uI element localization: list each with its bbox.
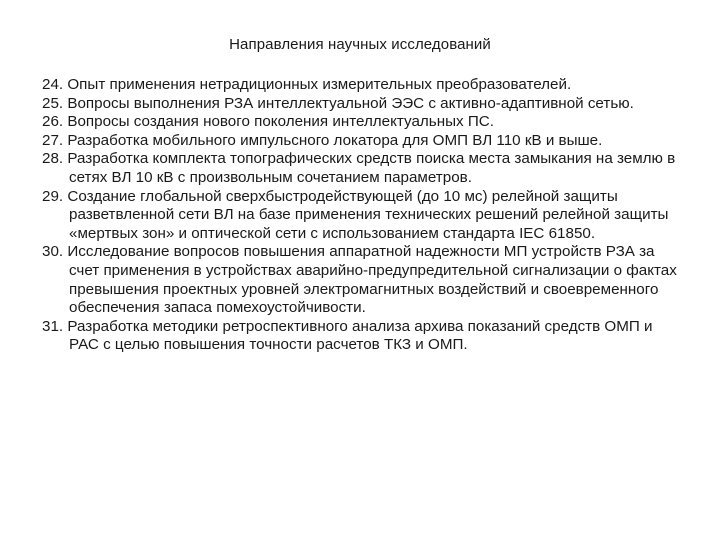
item-number: 31. <box>42 317 64 335</box>
list-item <box>42 243 682 317</box>
item-number: 29. <box>42 187 64 205</box>
item-text: Вопросы выполнения РЗА интеллектуальной ЭЭС с активно-адаптивной сетью. <box>67 94 634 112</box>
item-text: Опыт применения нетрадиционных измерительных преобразователей. <box>67 76 572 93</box>
list-item <box>42 318 682 355</box>
list-item <box>42 132 682 151</box>
item-number: 24. <box>42 76 64 93</box>
slide-title: Направления научных исследований <box>229 36 491 53</box>
list-item <box>42 113 682 132</box>
item-number: 28. <box>42 150 64 168</box>
item-text: Разработка методики ретроспективного анализа архива показаний средств ОМП и РАС с целью повышения точности расчетов ТКЗ и ОМП. <box>67 317 653 354</box>
list-item <box>42 95 682 114</box>
item-number: 30. <box>42 243 64 261</box>
research-list <box>42 76 682 355</box>
item-text: Вопросы создания нового поколения интеллектуальных ПС. <box>67 113 494 131</box>
item-number: 27. <box>42 131 64 149</box>
item-text: Исследование вопросов повышения аппаратной надежности МП устройств РЗА за счет применения в устройствах аварийно-предупредительной сигнализации о фактах превышения проектных уровней электромагнитных воздействий и своевременного обеспечения запаса помехоустойчивости. <box>67 243 677 317</box>
list-item <box>42 188 682 244</box>
item-number: 25. <box>42 94 64 112</box>
item-text: Разработка мобильного импульсного локатора для ОМП ВЛ 110 кВ и выше. <box>67 131 603 149</box>
item-text: Создание глобальной сверхбыстродействующей (до 10 мс) релейной защиты разветвленной сети ВЛ на базе применения технических решений релейной защиты «мертвых зон» и оптической сети с использованием стандарта IEC 61850. <box>67 187 669 242</box>
list-item <box>42 76 682 95</box>
list-item <box>42 150 682 187</box>
item-number: 26. <box>42 113 64 131</box>
item-text: Разработка комплекта топографических средств поиска места замыкания на землю в сетях ВЛ 10 кВ с произвольным сочетанием параметров. <box>67 150 676 186</box>
